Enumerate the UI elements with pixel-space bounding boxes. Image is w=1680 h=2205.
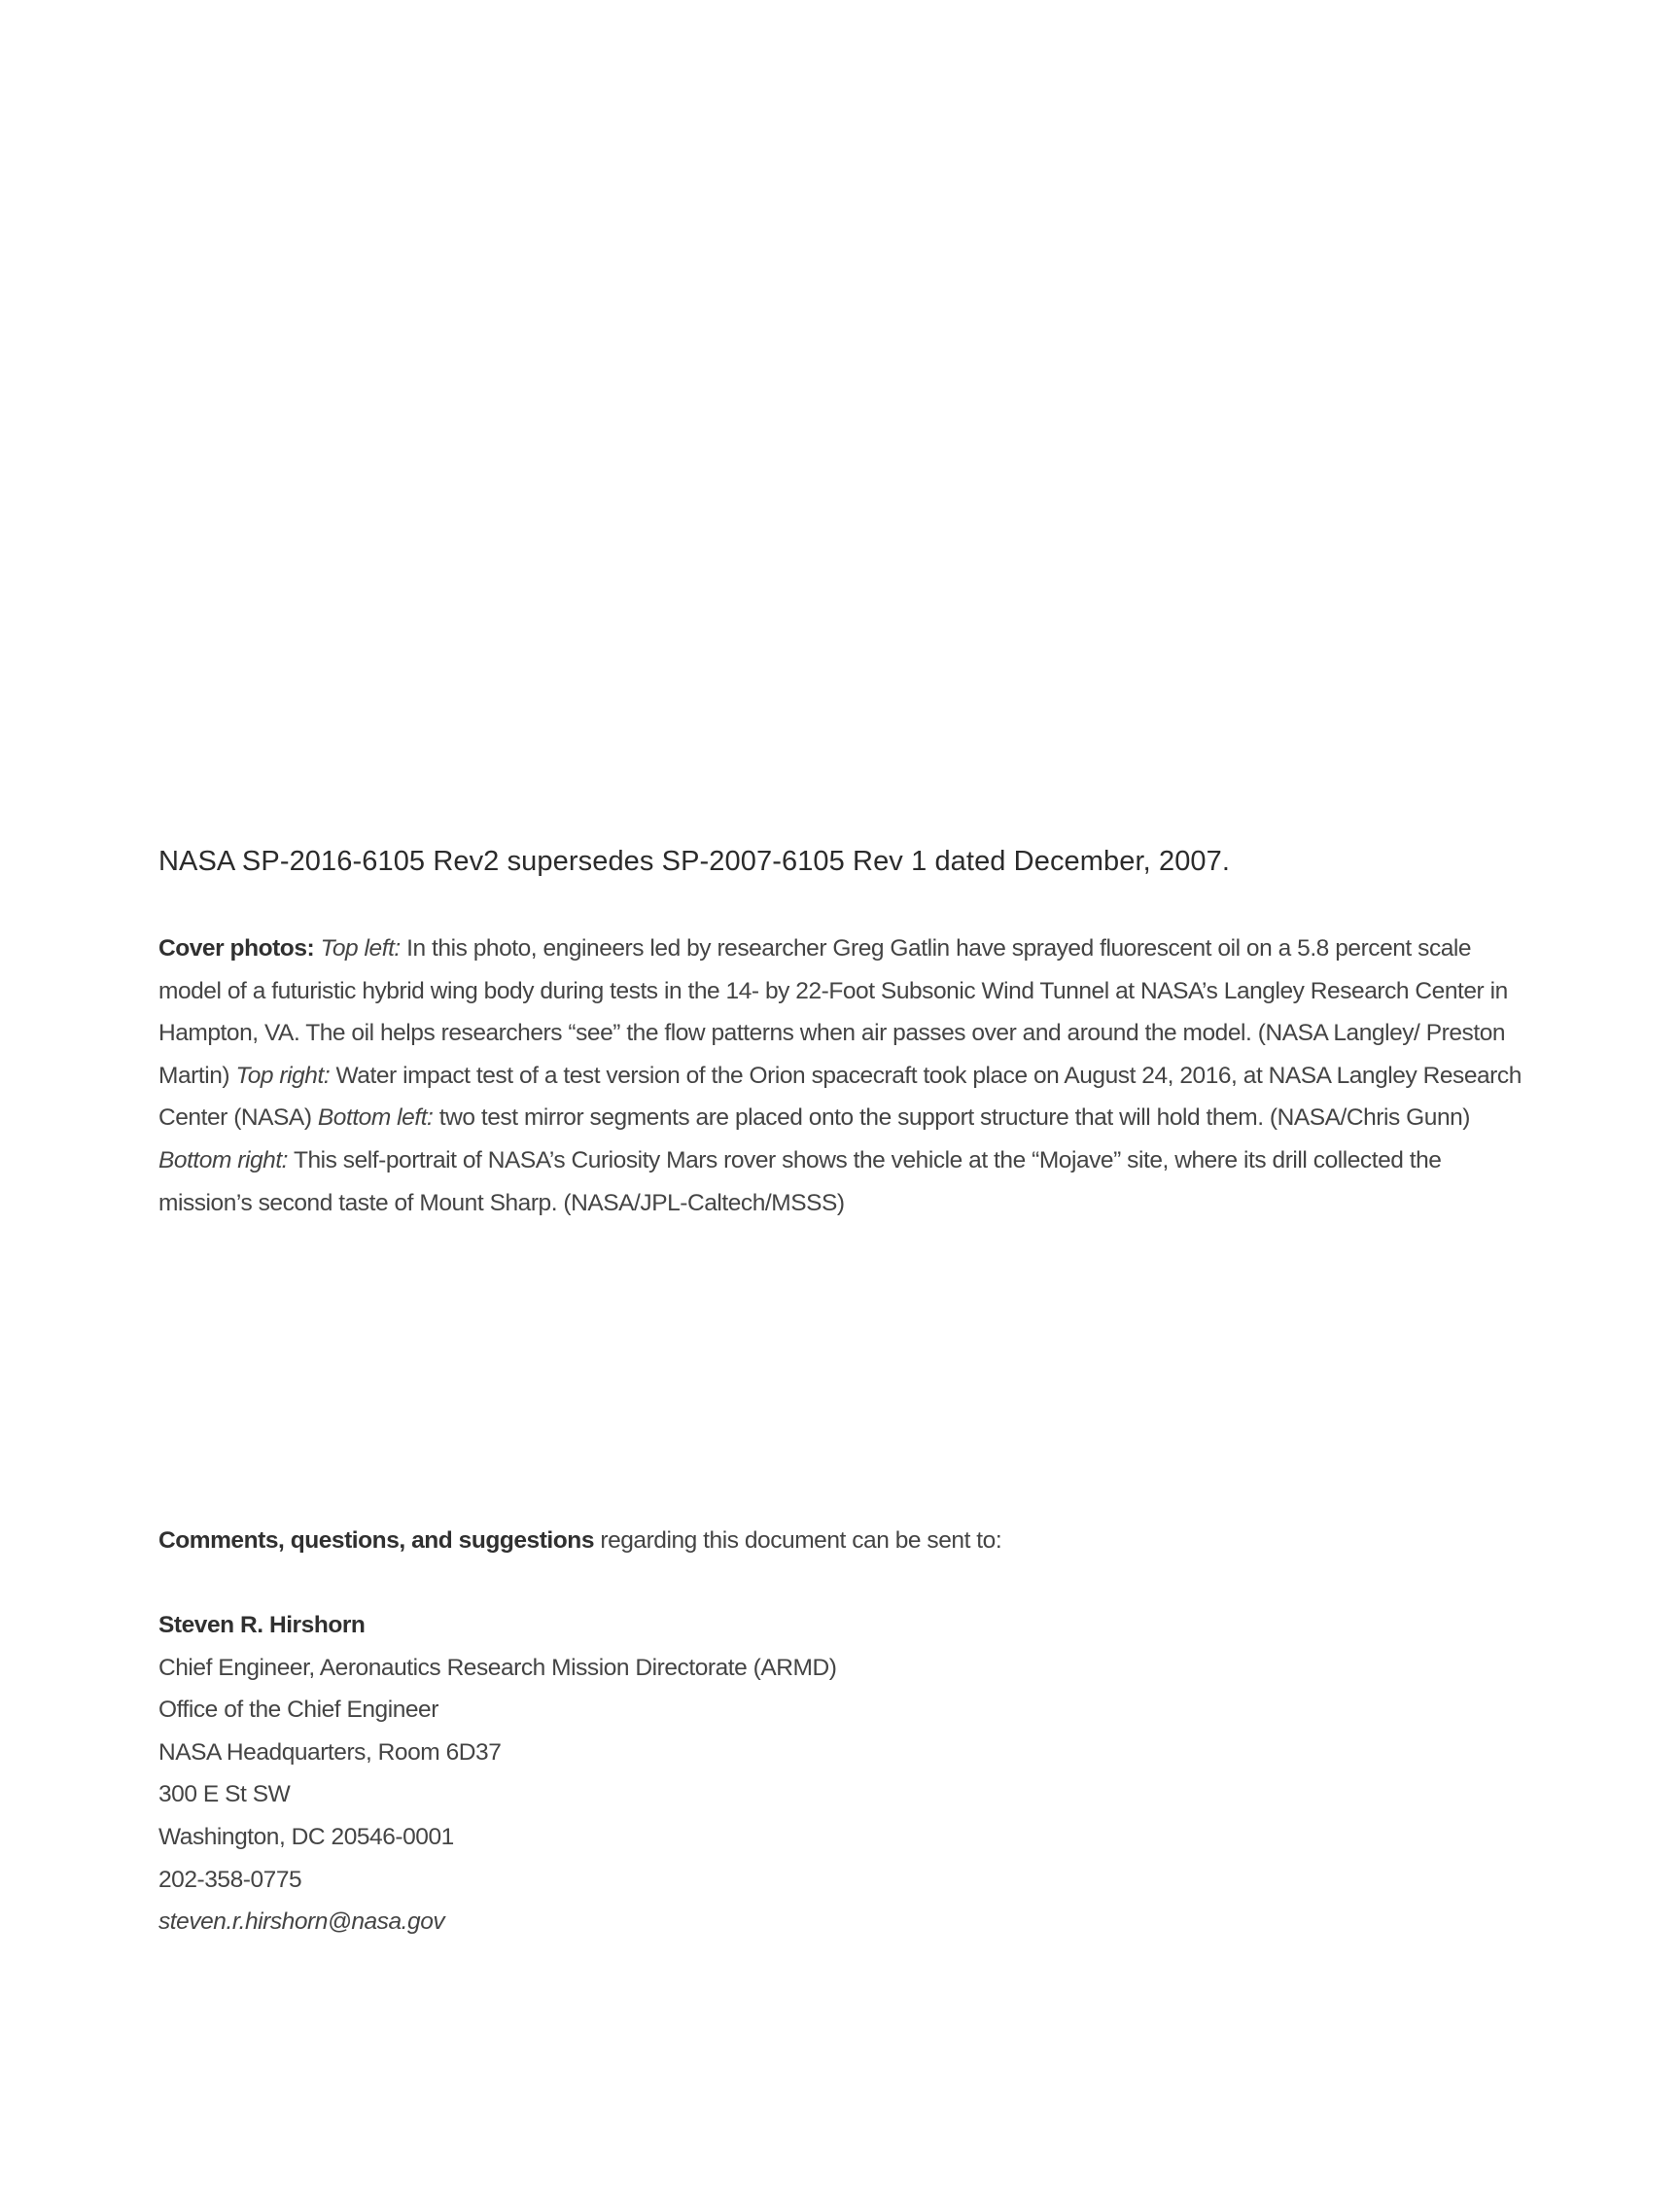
comments-bold-text: Comments, questions, and suggestions: [158, 1527, 594, 1554]
comments-rest-text: regarding this document can be sent to:: [594, 1527, 1002, 1554]
cover-photos-caption: [158, 928, 1539, 1224]
bottom-right-text: This self-portrait of NASA’s Curiosity Mars rover shows the vehicle at the “Mojave” site, where its drill collected the mission’s second taste of Mount Sharp. (NASA/JPL-Caltech/MSSS): [158, 1146, 1442, 1216]
top-right-text: Water impact test of a test version of the Orion spacecraft took place on August 24, 2016, at NASA Langley Research Center (NASA): [158, 1062, 1522, 1132]
top-right-label: Top right:: [235, 1062, 331, 1089]
document-id-line: NASA SP-2016-6105 Rev2 supersedes SP-2007-6105 Rev 1 dated December, 2007.: [158, 846, 1231, 877]
top-left-label: Top left:: [320, 935, 401, 962]
contact-phone: 202-358-0775: [158, 1866, 302, 1893]
cover-photos-heading: Cover photos:: [158, 935, 315, 962]
contact-location: NASA Headquarters, Room 6D37: [158, 1738, 502, 1766]
contact-name: Steven R. Hirshorn: [158, 1612, 366, 1638]
bottom-left-label: Bottom left:: [317, 1104, 434, 1132]
bottom-right-label: Bottom right:: [158, 1146, 289, 1173]
contact-street: 300 E St SW: [158, 1781, 291, 1808]
contact-city: Washington, DC 20546-0001: [158, 1823, 454, 1850]
top-left-text: In this photo, engineers led by researcher Greg Gatlin have sprayed fluorescent oil on a 5.8 percent scale model of a futuristic hybrid wing body during tests in the 14- by 22-Foot Subsonic Wind Tunnel at NASA’s Langley Research Center in Hampton, VA. The oil helps researchers “see” the flow patterns when air passes over and around the model. (NASA Langley/ Preston Martin): [158, 935, 1508, 1089]
contact-office: Office of the Chief Engineer: [158, 1697, 438, 1724]
contact-block: [158, 1604, 1131, 1943]
contact-title: Chief Engineer, Aeronautics Research Mission Directorate (ARMD): [158, 1654, 837, 1681]
contact-email-link[interactable]: steven.r.hirshorn@nasa.gov: [158, 1908, 445, 1936]
bottom-left-text: two test mirror segments are placed onto the support structure that will hold them. (NASA/Chris Gunn): [433, 1104, 1471, 1132]
comments-line: [158, 1520, 1539, 1562]
